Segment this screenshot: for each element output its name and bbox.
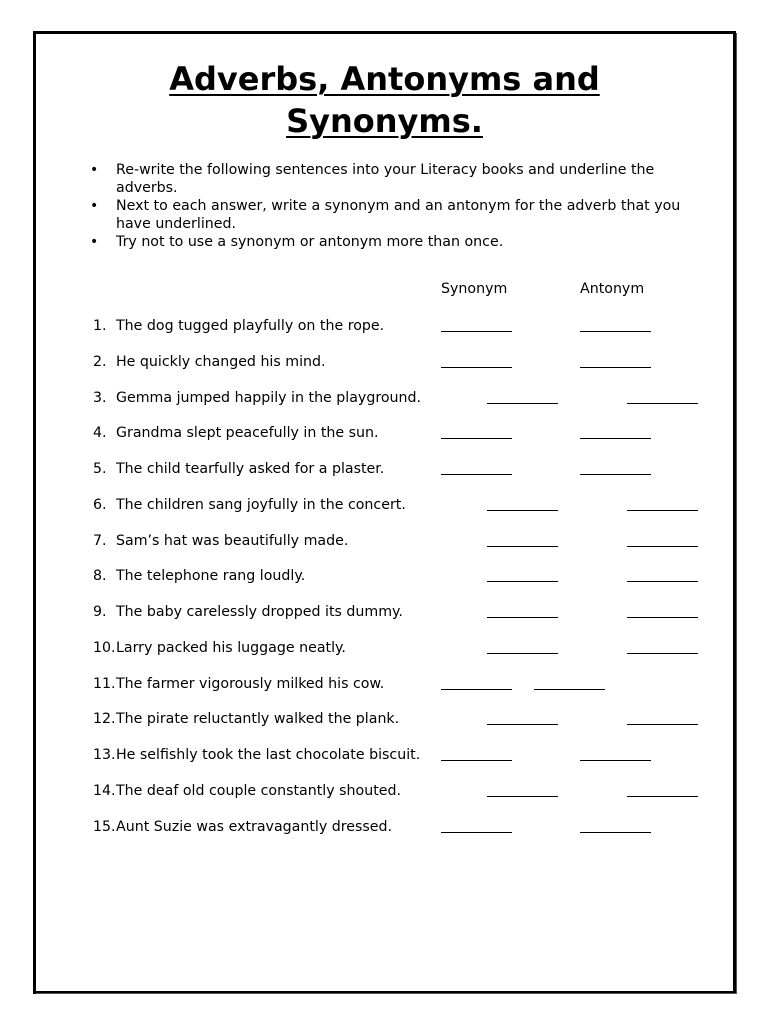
question-text: He quickly changed his mind. (116, 354, 326, 370)
antonym-answer-line[interactable] (580, 760, 651, 761)
question-row (93, 675, 384, 693)
bullet-icon: • (90, 198, 99, 214)
question-number: 15. (93, 819, 116, 835)
synonym-answer-line[interactable] (441, 832, 512, 833)
question-row (93, 639, 346, 657)
antonym-answer-line[interactable] (627, 403, 698, 404)
antonym-answer-line[interactable] (627, 581, 698, 582)
synonym-answer-line[interactable] (441, 331, 512, 332)
page-title (36, 58, 733, 142)
synonym-answer-line[interactable] (441, 367, 512, 368)
question-text: Sam’s hat was beautifully made. (116, 533, 349, 549)
question-text: Grandma slept peacefully in the sun. (116, 425, 379, 441)
question-text: The child tearfully asked for a plaster. (116, 461, 385, 477)
question-row (93, 353, 326, 371)
question-number: 4. (93, 425, 107, 441)
synonym-answer-line[interactable] (487, 653, 558, 654)
synonym-answer-line[interactable] (487, 796, 558, 797)
synonym-answer-line[interactable] (487, 724, 558, 725)
instruction-text: Try not to use a synonym or antonym more than once. (116, 234, 504, 250)
instruction-item (90, 234, 690, 252)
instruction-item (90, 162, 690, 197)
question-row (93, 532, 348, 550)
synonym-header: Synonym (441, 281, 508, 297)
question-number: 5. (93, 461, 107, 477)
question-row (93, 746, 420, 764)
antonym-answer-line[interactable] (580, 474, 651, 475)
question-number: 11. (93, 676, 116, 692)
antonym-answer-line[interactable] (580, 367, 651, 368)
question-text: The dog tugged playfully on the rope. (116, 318, 385, 334)
antonym-answer-line[interactable] (627, 724, 698, 725)
antonym-answer-line[interactable] (627, 617, 698, 618)
synonym-answer-line[interactable] (441, 438, 512, 439)
question-row (93, 567, 305, 585)
question-row (93, 317, 384, 335)
question-number: 12. (93, 711, 116, 727)
synonym-answer-line[interactable] (487, 403, 558, 404)
question-number: 6. (93, 497, 107, 513)
question-row (93, 496, 406, 514)
antonym-answer-line[interactable] (627, 653, 698, 654)
question-number: 8. (93, 568, 107, 584)
question-row (93, 389, 421, 407)
bullet-icon: • (90, 162, 99, 178)
question-row (93, 710, 399, 728)
question-text: The deaf old couple constantly shouted. (116, 783, 402, 799)
synonym-answer-line[interactable] (487, 510, 558, 511)
antonym-answer-line[interactable] (580, 832, 651, 833)
question-text: The baby carelessly dropped its dummy. (116, 604, 403, 620)
question-row (93, 782, 401, 800)
question-number: 7. (93, 533, 107, 549)
synonym-answer-line[interactable] (487, 617, 558, 618)
antonym-header: Antonym (580, 281, 645, 297)
antonym-answer-line[interactable] (627, 796, 698, 797)
bullet-icon: • (90, 234, 99, 250)
question-text: Larry packed his luggage neatly. (116, 640, 346, 656)
question-number: 3. (93, 390, 107, 406)
antonym-answer-line[interactable] (534, 689, 605, 690)
question-text: The telephone rang loudly. (116, 568, 306, 584)
question-text: The pirate reluctantly walked the plank. (116, 711, 400, 727)
question-row (93, 603, 403, 621)
question-text: Gemma jumped happily in the playground. (116, 390, 422, 406)
page-border-shadow (736, 33, 737, 993)
question-text: The farmer vigorously milked his cow. (116, 676, 385, 692)
antonym-answer-line[interactable] (580, 331, 651, 332)
question-text: Aunt Suzie was extravagantly dressed. (116, 819, 393, 835)
instruction-text: Next to each answer, write a synonym and an antonym for the adverb that you have underlined. (116, 198, 681, 232)
instruction-list (90, 162, 690, 253)
synonym-answer-line[interactable] (487, 546, 558, 547)
synonym-answer-line[interactable] (487, 581, 558, 582)
question-row (93, 818, 392, 836)
question-row (93, 460, 384, 478)
title-line-2: Synonyms. (286, 102, 483, 140)
page-border-shadow-bottom (36, 993, 737, 994)
question-number: 9. (93, 604, 107, 620)
question-number: 10. (93, 640, 116, 656)
question-text: The children sang joyfully in the concert. (116, 497, 406, 513)
question-number: 2. (93, 354, 107, 370)
synonym-answer-line[interactable] (441, 760, 512, 761)
question-text: He selfishly took the last chocolate biscuit. (116, 747, 421, 763)
antonym-answer-line[interactable] (580, 438, 651, 439)
title-line-1: Adverbs, Antonyms and (169, 60, 600, 98)
synonym-answer-line[interactable] (441, 689, 512, 690)
question-number: 1. (93, 318, 107, 334)
instruction-item (90, 198, 690, 233)
question-number: 13. (93, 747, 116, 763)
instruction-text: Re-write the following sentences into your Literacy books and underline the adverbs. (116, 162, 655, 196)
antonym-answer-line[interactable] (627, 510, 698, 511)
antonym-answer-line[interactable] (627, 546, 698, 547)
question-number: 14. (93, 783, 116, 799)
synonym-answer-line[interactable] (441, 474, 512, 475)
question-row (93, 424, 379, 442)
